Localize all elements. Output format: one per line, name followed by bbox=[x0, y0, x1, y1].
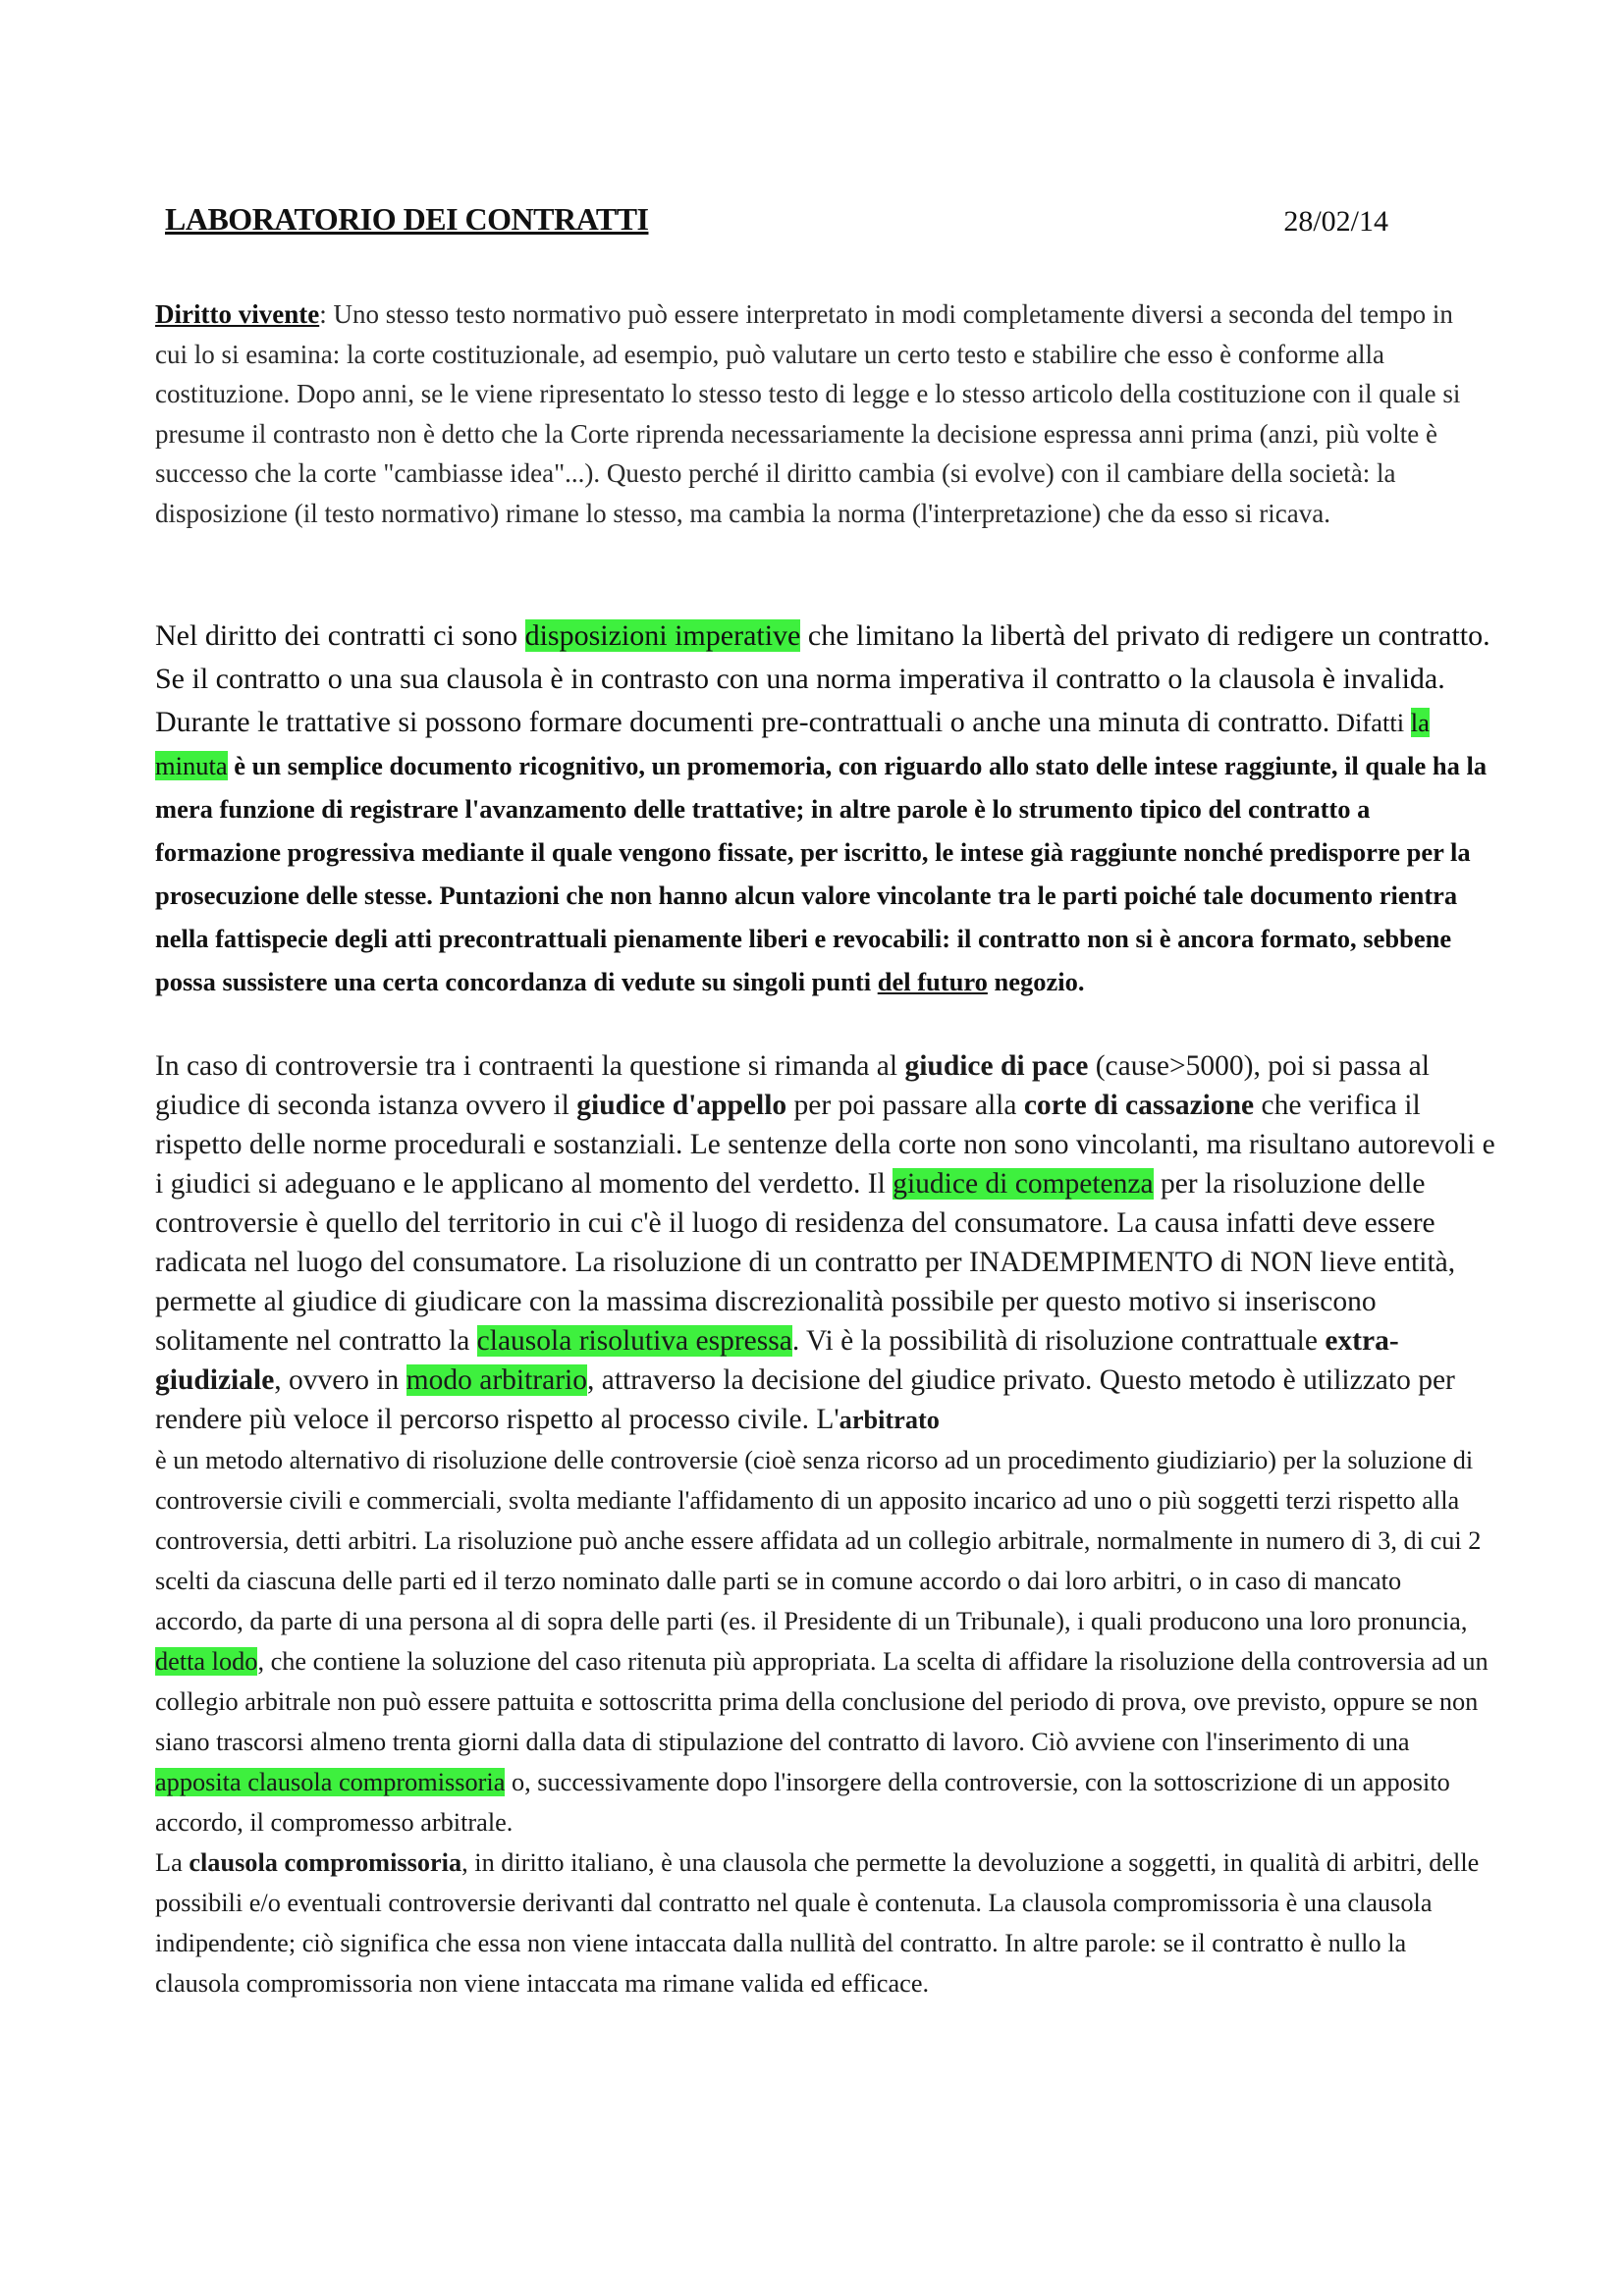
paragraph-text: (cause>5000), poi si passa al giudice di seconda istanza ovvero il bbox=[155, 1050, 1430, 1121]
paragraph-text: negozio. bbox=[987, 967, 1085, 996]
bold-arbitrato: arbitrato bbox=[839, 1406, 940, 1434]
paragraph-text: , in diritto italiano, è una clausola che permette la devoluzione a soggetti, in qualità di arbitri, delle possibili e/o eventuali controversie derivanti dal contratto nel quale è contenuta. La clausola compromissoria è una clausola indipendente; ciò significa che essa non viene intaccata dalla nullità del contratto. In altre parole: se il contratto è nullo la clausola compromissoria non viene intaccata ma rimane valida ed efficace. bbox=[155, 1848, 1480, 1998]
paragraph-text: . Vi è la possibilità di risoluzione contrattuale bbox=[791, 1325, 1326, 1357]
paragraph-text: In caso di controversie tra i contraenti la questione si rimanda al bbox=[155, 1050, 905, 1082]
paragraph-diritto-vivente bbox=[155, 294, 1490, 534]
bold-giudice-di-pace: giudice di pace bbox=[904, 1050, 1089, 1082]
paragraph-text: , che contiene la soluzione del caso ritenuta più appropriata. La scelta di affidare la risoluzione della controversia ad un collegio arbitrale non può essere pattuita e sottoscritta prima della conclusione del periodo di prova, ove previsto, oppure se non siano trascorsi almeno trenta giorni dalla data di stipulazione del contratto di lavoro. Ciò avviene con l'inserimento di una bbox=[155, 1647, 1489, 1756]
paragraph-text: , ovvero in bbox=[274, 1364, 406, 1396]
paragraph-text: Nel diritto dei contratti ci sono bbox=[155, 619, 525, 652]
highlight-clausola-compromissoria: apposita clausola compromissoria bbox=[155, 1768, 506, 1796]
highlight-la-minuta: la minuta bbox=[155, 708, 1430, 780]
highlight-modo-arbitrario: modo arbitrario bbox=[406, 1364, 587, 1396]
bold-clausola-compromissoria: clausola compromissoria bbox=[189, 1848, 462, 1877]
paragraph-text: o, successivamente dopo l'insorgere della controversie, con la sottoscrizione di un apposito accordo, il compromesso arbitrale. bbox=[155, 1768, 1450, 1837]
bold-extra-giudiziale: extra-giudiziale bbox=[155, 1325, 1399, 1396]
term-diritto-vivente: Diritto vivente bbox=[155, 299, 320, 329]
highlight-detta-lodo: detta lodo bbox=[155, 1647, 258, 1676]
paragraph-text: è un semplice documento ricognitivo, un promemoria, con riguardo allo stato delle intese raggiunte, il quale ha la mera funzione di registrare l'avanzamento delle trattative; in altre parole è lo strumento tipico del contratto a formazione progressiva mediante il quale vengono fissate, per iscritto, le intese già raggiunte nonché predisporre per la prosecuzione delle stesse. Puntazioni che non hanno alcun valore vincolante tra le parti poiché tale documento rientra nella fattispecie degli atti precontrattuali pienamente liberi e revocabili: il contratto non si è ancora formato, sebbene possa sussistere una certa concordanza di vedute su singoli punti bbox=[155, 751, 1488, 996]
underline-del-futuro: del futuro bbox=[877, 967, 988, 996]
paragraph-controversie bbox=[155, 1046, 1495, 2003]
paragraph-text: che verifica il rispetto delle norme procedurali e sostanziali. Le sentenze della corte non sono vincolanti, ma risultano autorevoli e i giudici si adeguano e le applicano al momento del verdetto. Il bbox=[155, 1090, 1495, 1200]
paragraph-text: Difatti bbox=[1329, 708, 1411, 737]
bold-corte-di-cassazione: corte di cassazione bbox=[1023, 1090, 1255, 1121]
paragraph-text: che limitano la libertà del privato di redigere un contratto. Se il contratto o una sua clausola è in contrasto con una norma imperativa il contratto o la clausola è invalida. Durante le trattative si possono formare documenti pre-contrattuali o anche una minuta di contratto. bbox=[155, 619, 1490, 738]
page-title: LABORATORIO DEI CONTRATTI bbox=[165, 201, 649, 237]
paragraph-text: : Uno stesso testo normativo può essere interpretato in modi completamente diversi a seconda del tempo in cui lo si esamina: la corte costituzionale, ad esempio, può valutare un certo testo e stabilire che esso è conforme alla costituzione. Dopo anni, se le viene ripresentato lo stesso testo di legge e lo stesso articolo della costituzione con il quale si presume il contrasto non è detto che la Corte riprenda necessariamente la decisione espressa anni prima (anzi, più volte è successo che la corte "cambiasse idea"...). Questo perché il diritto cambia (si evolve) con il cambiare della società: la disposizione (il testo normativo) rimane lo stesso, ma cambia la norma (l'interpretazione) che da esso si ricava. bbox=[155, 299, 1461, 528]
paragraph-text: La bbox=[155, 1848, 189, 1877]
highlight-disposizioni-imperative: disposizioni imperative bbox=[524, 619, 801, 652]
paragraph-text: , attraverso la decisione del giudice privato. Questo metodo è utilizzato per rendere più veloce il percorso rispetto al processo civile. L' bbox=[155, 1364, 1455, 1435]
highlight-clausola-risolutiva: clausola risolutiva espressa bbox=[476, 1325, 792, 1357]
paragraph-text: per la risoluzione delle controversie è quello del territorio in cui c'è il luogo di residenza del consumatore. La causa infatti deve essere radicata nel luogo del consumatore. La risoluzione di un contratto per INADEMPIMENTO di NON lieve entità, permette al giudice di giudicare con la massima discrezionalità possibile per questo motivo si inseriscono solitamente nel contratto la bbox=[155, 1168, 1456, 1357]
highlight-giudice-di-competenza: giudice di competenza bbox=[893, 1168, 1154, 1200]
bold-giudice-appello: giudice d'appello bbox=[576, 1090, 787, 1121]
header bbox=[159, 201, 1388, 244]
paragraph-disposizioni-imperative bbox=[155, 614, 1490, 1003]
paragraph-text: per poi passare alla bbox=[786, 1090, 1024, 1121]
page-date: 28/02/14 bbox=[1283, 205, 1388, 238]
paragraph-text: è un metodo alternativo di risoluzione delle controversie (cioè senza ricorso ad un procedimento giudiziario) per la soluzione di controversie civili e commerciali, svolta mediante l'affidamento di un apposito incarico ad uno o più soggetti terzi rispetto alla controversia, detti arbitri. La risoluzione può anche essere affidata ad un collegio arbitrale, normalmente in numero di 3, di cui 2 scelti da ciascuna delle parti ed il terzo nominato dalle parti se in comune accordo o dai loro arbitri, o in caso di mancato accordo, da parte di una persona al di sopra delle parti (es. il Presidente di un Tribunale), i quali producono una loro pronuncia, bbox=[155, 1446, 1482, 1635]
